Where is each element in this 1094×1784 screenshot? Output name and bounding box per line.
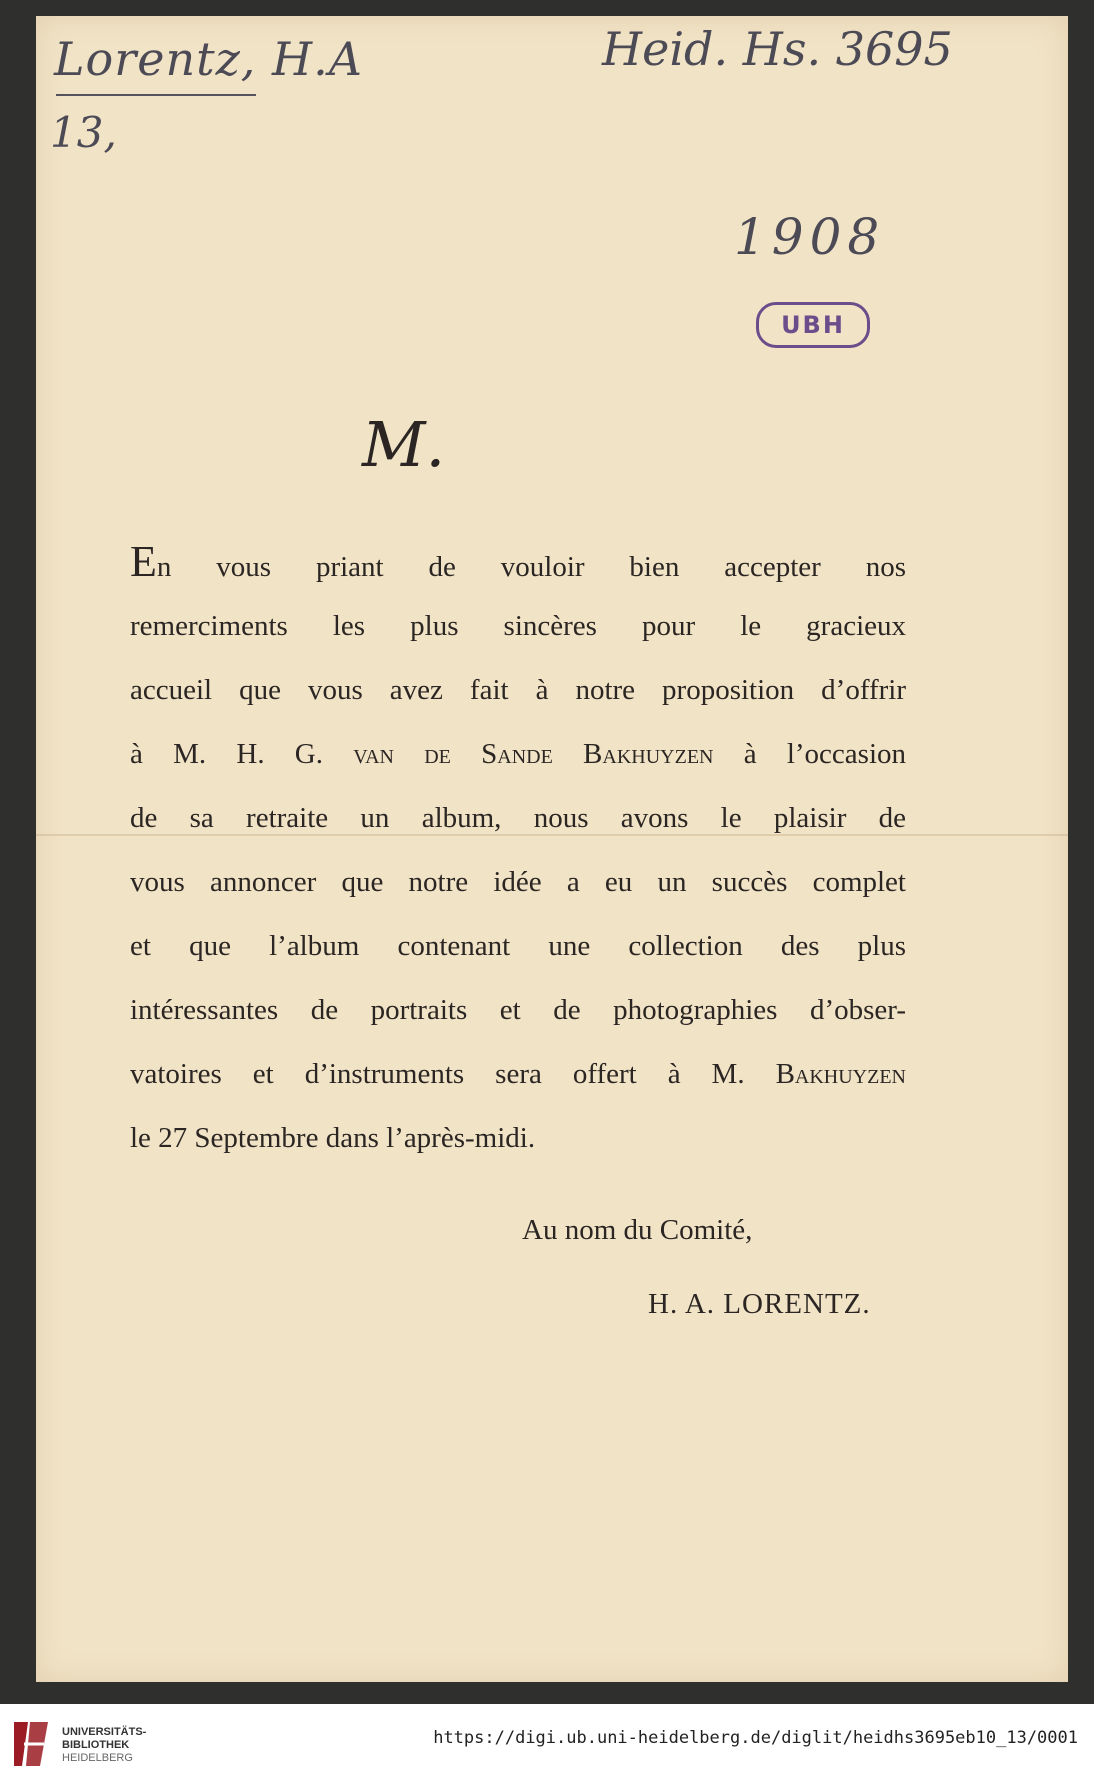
letter-line: En vous priant de vouloir bien accepter nos: [130, 537, 906, 586]
handwritten-shelfmark: Heid. Hs. 3695: [602, 22, 953, 76]
letter-sheet: [36, 16, 1068, 1682]
letter-line: et que l’album contenant une collection des plus: [130, 930, 906, 962]
handwritten-underline: [56, 94, 256, 96]
letter-line: vatoires et d’instruments sera offert à M. Bakhuyzen: [130, 1058, 906, 1090]
library-name: UNIVERSITÄTS- BIBLIOTHEK HEIDELBERG: [62, 1726, 147, 1764]
letter-line: de sa retraite un album, nous avons le plaisir de: [130, 802, 906, 834]
letter-line: intéressantes de portraits et de photographies d’obser-: [130, 994, 906, 1026]
letter-line: le 27 Septembre dans l’après-midi.: [130, 1122, 536, 1154]
library-logo-icon: [10, 1716, 52, 1772]
letter-line: accueil que vous avez fait à notre proposition d’offrir: [130, 674, 906, 706]
closing-phrase: Au nom du Comité,: [522, 1214, 753, 1246]
signature: H. A. LORENTZ.: [648, 1288, 871, 1320]
handwritten-number: 13,: [50, 108, 117, 157]
handwritten-year: 1908: [734, 208, 886, 266]
letter-line: remerciments les plus sincères pour le gracieux: [130, 610, 906, 642]
honoree-surname: Bakhuyzen: [775, 1058, 906, 1090]
handwritten-name: Lorentz, H.A: [54, 32, 364, 86]
library-stamp: UBH: [756, 302, 870, 348]
honoree-name: van de Sande Bakhuyzen: [353, 738, 714, 770]
salutation: M.: [362, 408, 446, 481]
drop-cap: E: [130, 537, 157, 586]
footer-bar: [0, 1704, 1094, 1784]
permalink-url[interactable]: https://digi.ub.uni-heidelberg.de/diglit/heidhs3695eb10_13/0001: [433, 1728, 1078, 1748]
letter-line: à M. H. G. van de Sande Bakhuyzen à l’occasion: [130, 738, 907, 770]
letter-line: vous annoncer que notre idée a eu un succès complet: [130, 866, 906, 898]
